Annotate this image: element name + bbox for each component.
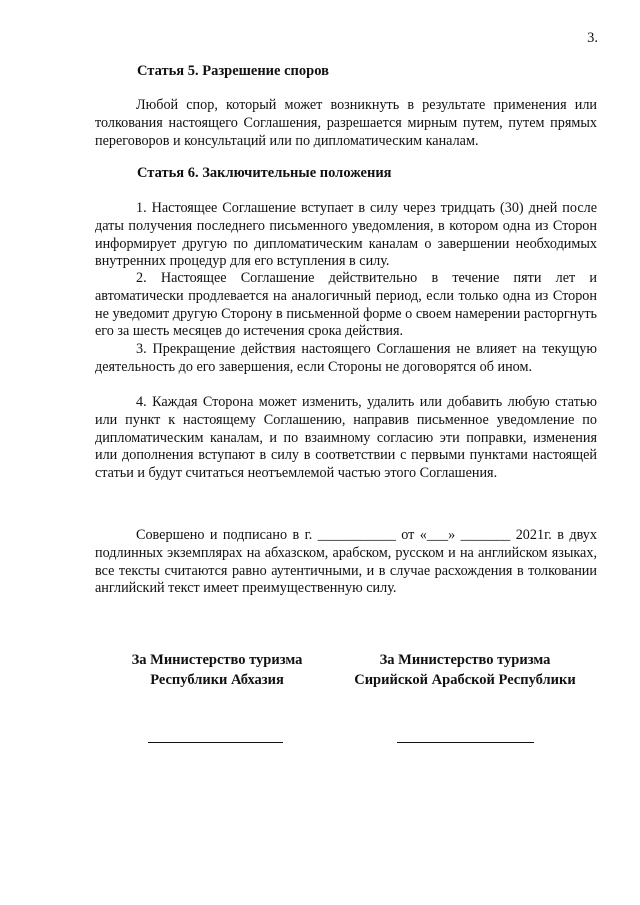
- signature-left-line-1: За Министерство туризма: [131, 652, 303, 668]
- article-6-paragraph-1: 1. Настоящее Соглашение вступает в силу через тридцать (30) дней после даты получения последнего письменного уведомления, в котором одна из Сторон информирует другую по дипломатическим каналам о завершении необходимых внутренних процедур для его вступления в силу.: [95, 200, 597, 270]
- signature-left-line-2: Республики Абхазия: [150, 672, 284, 688]
- page-number: 3.: [587, 30, 598, 46]
- signature-right-line-2: Сирийской Арабской Республики: [354, 672, 576, 688]
- signature-block-left: [117, 650, 317, 690]
- article-5-text: Любой спор, который может возникнуть в результате применения или толкования настоящего Соглашения, разрешается мирным путем, путем прямых переговоров и консультаций или по дипломатическим каналам.: [95, 97, 597, 149]
- closing-paragraph: Совершено и подписано в г. ___________ от «___» _______ 2021г. в двух подлинных экземплярах на абхазском, арабском, русском и на английском языках, все тексты считаются равно аутентичными, и в случае расхождения в толковании английский текст имеет преимущественную силу.: [95, 527, 597, 597]
- article-6-paragraph-3: 3. Прекращение действия настоящего Соглашения не влияет на текущую деятельность до его завершения, если Стороны не договорятся об ином.: [95, 341, 597, 375]
- article-5-heading: Статья 5. Разрешение споров: [137, 63, 329, 79]
- article-6-heading: Статья 6. Заключительные положения: [137, 165, 392, 181]
- article-6-paragraph-2: 2. Настоящее Соглашение действительно в течение пяти лет и автоматически продлевается на аналогичный период, если только одна из Сторон не уведомит другую Сторону в письменной форме о своем намерении расторгнуть его за шесть месяцев до истечения срока действия.: [95, 270, 597, 340]
- article-6-paragraph-4: 4. Каждая Сторона может изменить, удалить или добавить любую статью или пункт к настоящему Соглашению, направив письменное уведомление по дипломатическим каналам, и по взаимному согласию эти поправки, изменения или дополнения вступают в силу в соответствии с первыми пунктами настоящей статьи и будут считаться неотъемлемой частью этого Соглашения.: [95, 394, 597, 482]
- signature-right-line-1: За Министерство туризма: [379, 652, 551, 668]
- signature-line-right: [397, 742, 534, 743]
- signature-line-left: [148, 742, 283, 743]
- signature-block-right: [345, 650, 585, 690]
